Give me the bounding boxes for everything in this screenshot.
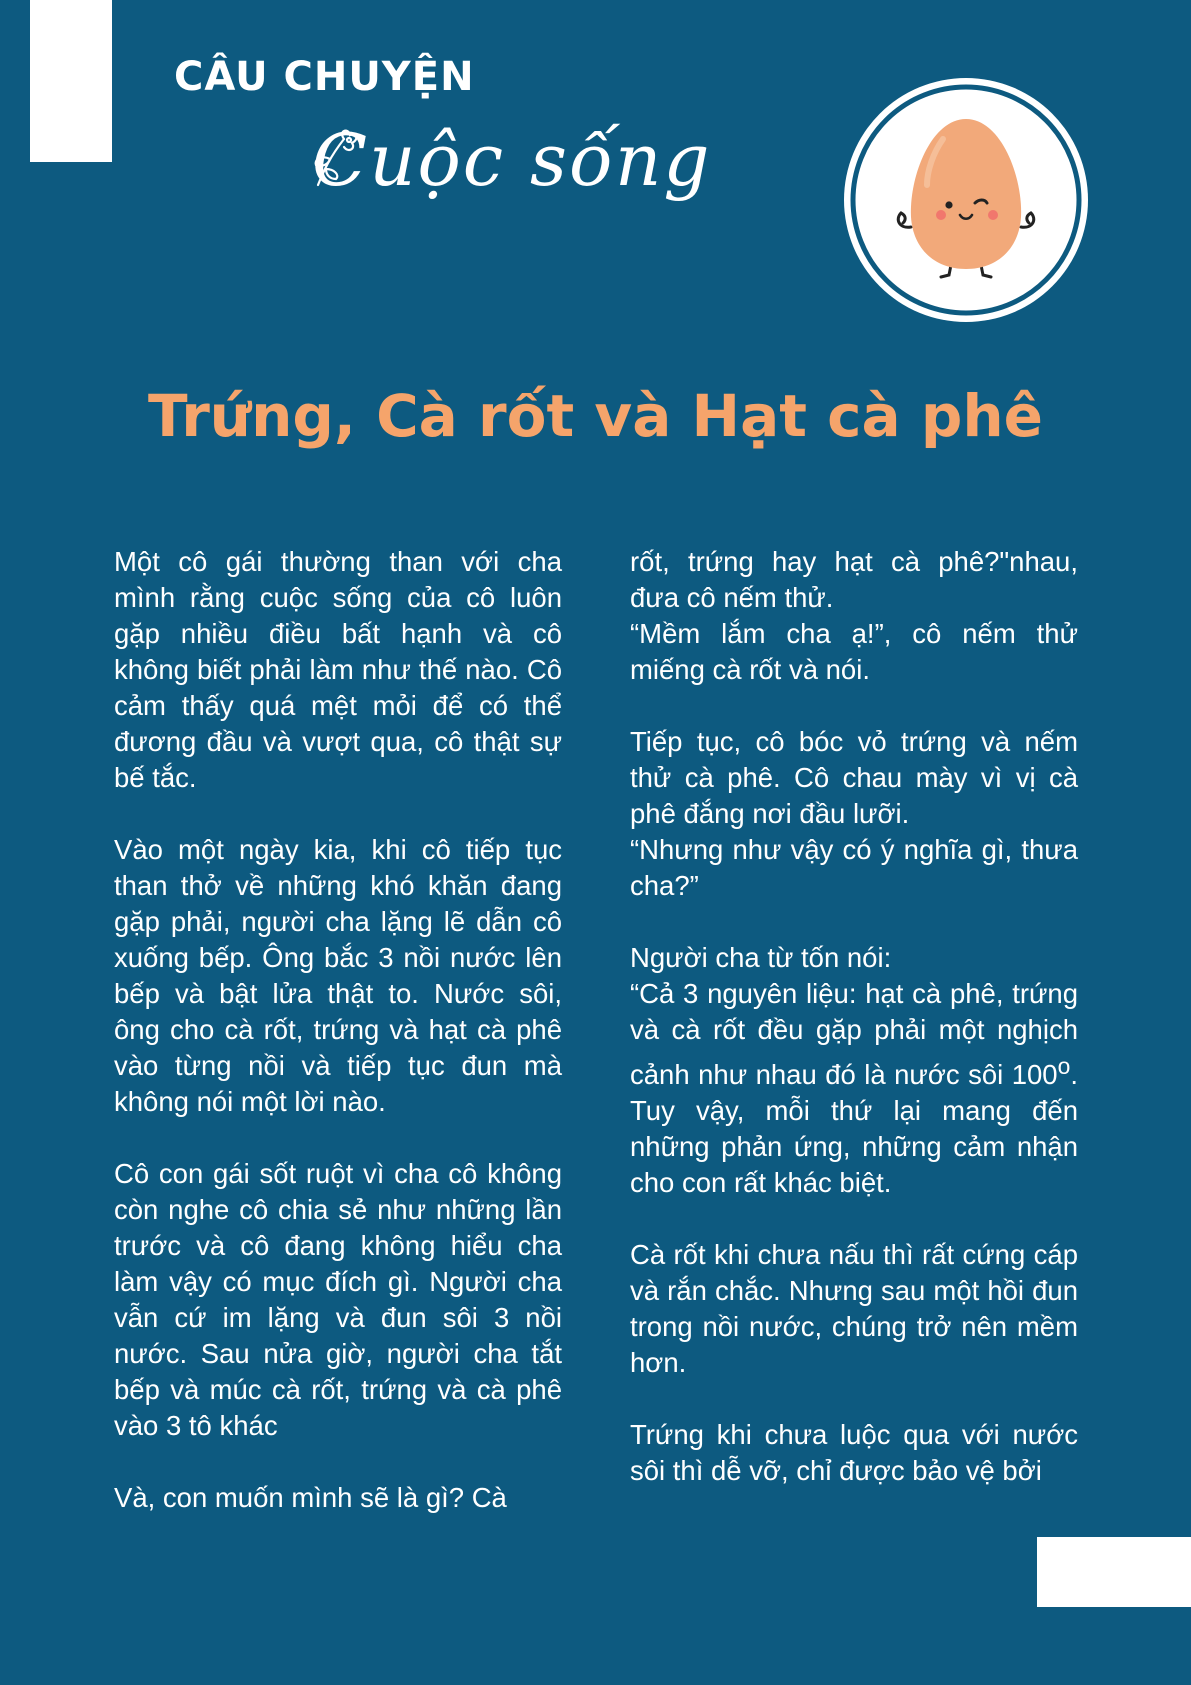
decorative-block-bottom bbox=[1037, 1537, 1191, 1607]
paragraph bbox=[630, 940, 1078, 1201]
text-line: “Mềm lắm cha ạ!”, cô nếm thử miếng cà rốt và nói. bbox=[630, 618, 1078, 685]
text-line: Người cha từ tốn nói: bbox=[630, 942, 892, 973]
egg-mascot-icon bbox=[843, 77, 1089, 323]
paragraph: Trứng khi chưa luộc qua với nước sôi thì dễ vỡ, chỉ được bảo vệ bởi bbox=[630, 1419, 1078, 1487]
paragraph: Cà rốt khi chưa nấu thì rất cứng cáp và rắn chắc. Nhưng sau một hồi đun trong nồi nước, chúng trở nên mềm hơn. bbox=[630, 1239, 1078, 1379]
paragraph: Cô con gái sốt ruột vì cha cô không còn nghe cô chia sẻ như những lần trước và cô đang không hiểu cha làm vậy có mục đích gì. Người cha vẫn cứ im lặng và đun sôi 3 nồi nước. Sau nửa giờ, người cha tắt bếp và múc cà rốt, trứng và cà phê vào 3 tô khác bbox=[114, 1158, 562, 1441]
degree-superscript: o bbox=[1057, 1053, 1071, 1079]
paragraph: Và, con muốn mình sẽ là gì? Cà bbox=[114, 1482, 507, 1513]
paragraph: Một cô gái thường than với cha mình rằng cuộc sống của cô luôn gặp nhiều điều bất hạnh và cô không biết phải làm như thế nào. Cô cảm thấy quá mệt mỏi để có thể đương đầu và vượt qua, cô thật sự bế tắc. bbox=[114, 546, 562, 793]
paragraph bbox=[630, 724, 1078, 904]
text-line: “Nhưng như vậy có ý nghĩa gì, thưa cha?” bbox=[630, 834, 1078, 901]
text-line: rốt, trứng hay hạt cà phê?"nhau, đưa cô nếm thử. bbox=[630, 546, 1078, 613]
article-column-left bbox=[114, 544, 562, 1516]
section-title: CÂU CHUYỆN bbox=[174, 54, 475, 100]
decorative-block-top bbox=[30, 0, 112, 162]
article-title: Trứng, Cà rốt và Hạt cà phê bbox=[148, 382, 1043, 450]
paragraph bbox=[630, 544, 1078, 688]
article-column-right bbox=[630, 544, 1078, 1489]
text-segment: “Cả 3 nguyên liệu: hạt cà phê, trứng và cà rốt đều gặp phải một nghịch cảnh như nhau đó là nước sôi 100 bbox=[630, 978, 1078, 1091]
text-line bbox=[630, 976, 1078, 1201]
text-line: Tiếp tục, cô bóc vỏ trứng và nếm thử cà phê. Cô chau mày vì vị cà phê đắng nơi đầu lưỡi. bbox=[630, 726, 1078, 829]
script-title: Cuộc sống bbox=[312, 118, 712, 202]
paragraph: Vào một ngày kia, khi cô tiếp tục than thở về những khó khăn đang gặp phải, người cha lặng lẽ dẫn cô xuống bếp. Ông bắc 3 nồi nước lên bếp và bật lửa thật to. Nước sôi, ông cho cà rốt, trứng và hạt cà phê vào từng nồi và tiếp tục đun mà không nói một lời nào. bbox=[114, 834, 562, 1117]
text-segment: . Tuy vậy, mỗi thứ lại mang đến những phản ứng, những cảm nhận cho con rất khác biệt. bbox=[630, 1059, 1078, 1199]
